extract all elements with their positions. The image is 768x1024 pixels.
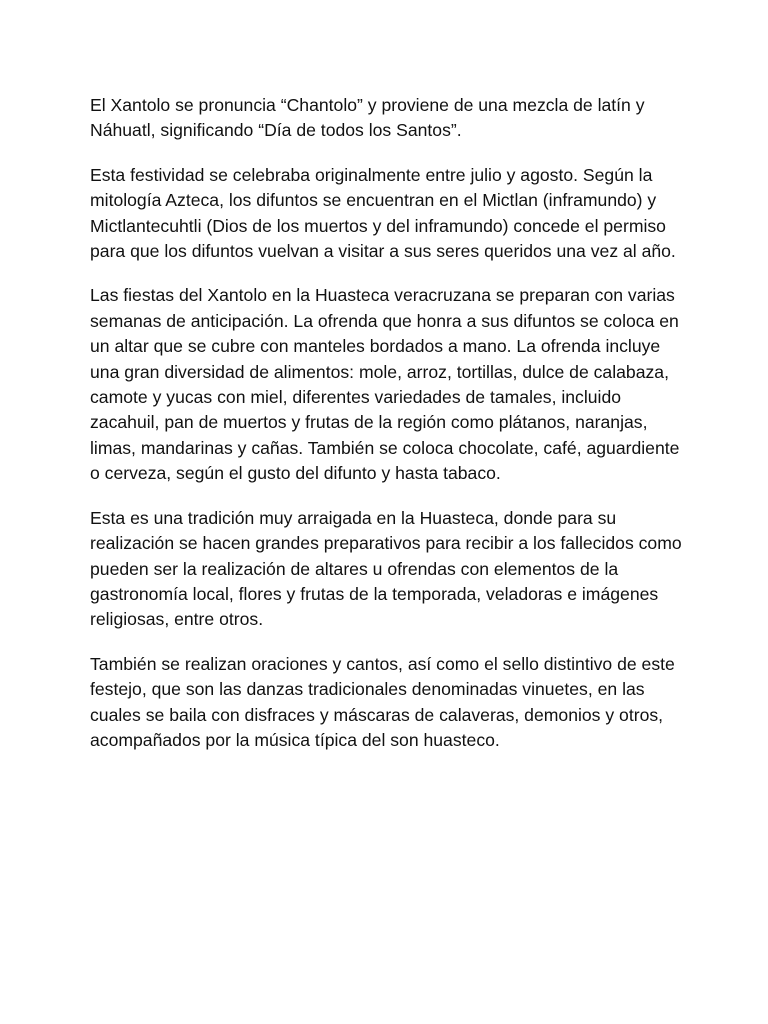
paragraph-offering: Las fiestas del Xantolo en la Huasteca veracruzana se preparan con varias semanas de anticipación. La ofrenda que honra a sus difuntos se coloca en un altar que se cubre con manteles bordados a mano. La ofrenda incluye una gran diversidad de alimentos: mole, arroz, tortillas, dulce de calabaza, camote y yucas con miel, diferentes variedades de tamales, incluido zacahuil, pan de muertos y frutas de la región como plátanos, naranjas, limas, mandarinas y cañas. También se coloca chocolate, café, aguardiente o cerveza, según el gusto del difunto y hasta tabaco.: [90, 285, 680, 484]
document-body: [90, 93, 688, 772]
paragraph-etymology: El Xantolo se pronuncia “Chantolo” y proviene de una mezcla de latín y Náhuatl, significando “Día de todos los Santos”.: [90, 95, 645, 141]
paragraph-mythology: Esta festividad se celebraba originalmente entre julio y agosto. Según la mitología Azteca, los difuntos se encuentran en el Mictlan (inframundo) y Mictlantecuhtli (Dios de los muertos y del inframundo) concede el permiso para que los difuntos vuelvan a visitar a sus seres queridos una vez al año.: [90, 164, 676, 262]
paragraph-tradition: Esta es una tradición muy arraigada en la Huasteca, donde para su realización se hacen grandes preparativos para recibir a los fallecidos como pueden ser la realización de altares u ofrendas con elementos de la gastronomía local, flores y frutas de la temporada, veladoras e imágenes religiosas, entre otros.: [90, 507, 682, 630]
paragraph-dances: También se realizan oraciones y cantos, así como el sello distintivo de este festejo, que son las danzas tradicionales denominadas vinuetes, en las cuales se baila con disfraces y máscaras de calaveras, demonios y otros, acompañados por la música típica del son huasteco.: [90, 653, 675, 750]
